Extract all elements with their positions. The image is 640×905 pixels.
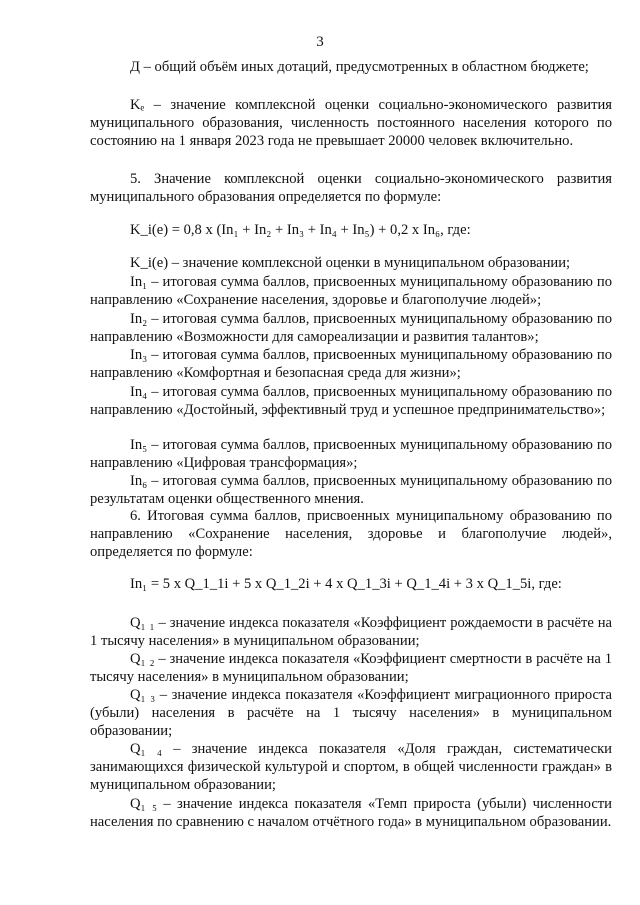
paragraph-q15-definition: Q₁ ₅ – значение индекса показателя «Темп прироста (убыли) численности населения по сравнению с началом отчётного года» в муниципальном образовании. xyxy=(90,796,612,831)
paragraph-q14-definition: Q₁ ₄ – значение индекса показателя «Доля граждан, систематически занимающихся физической культурой и спортом, в общей численности граждан» в муниципальном образовании; xyxy=(90,741,612,794)
paragraph-in1-definition: In₁ – итоговая сумма баллов, присвоенных муниципальному образованию по направлению «Сохранение населения, здоровье и благополучие людей»; xyxy=(90,274,612,309)
paragraph-in6-definition: In₆ – итоговая сумма баллов, присвоенных муниципальному образованию по результатам оценки общественного мнения. xyxy=(90,473,612,508)
paragraph-ki-definition: K_i(e) – значение комплексной оценки в муниципальном образовании; xyxy=(130,255,571,271)
paragraph-q11-definition: Q₁ ₁ – значение индекса показателя «Коэффициент рождаемости в расчёте на 1 тысячу населения» в муниципальном образовании; xyxy=(90,615,612,650)
paragraph-item-5: 5. Значение комплексной оценки социально-экономического развития муниципального образования определяется по формуле: xyxy=(90,171,612,206)
paragraph-q12-definition: Q₁ ₂ – значение индекса показателя «Коэффициент смертности в расчёте на 1 тысячу населения» в муниципальном образовании; xyxy=(90,651,612,686)
paragraph-in5-definition: In₅ – итоговая сумма баллов, присвоенных муниципальному образованию по направлению «Цифровая трансформация»; xyxy=(90,437,612,472)
formula-in1 xyxy=(130,576,562,593)
paragraph-ke-definition: Kₑ – значение комплексной оценки социально-экономического развития муниципального образования, численность постоянного населения которого по состоянию на 1 января 2023 года не превышает 20000 человек включительно. xyxy=(90,97,612,150)
formula-in1-text: In₁ = 5 x Q_1_1i + 5 x Q_1_2i + 4 x Q_1_3i + Q_1_4i + 3 x Q_1_5i, где: xyxy=(130,576,562,592)
paragraph-item-6: 6. Итоговая сумма баллов, присвоенных муниципальному образованию по направлению «Сохранение населения, здоровье и благополучие людей», определяется по формуле: xyxy=(90,508,612,561)
paragraph-in3-definition: In₃ – итоговая сумма баллов, присвоенных муниципальному образованию по направлению «Комфортная и безопасная среда для жизни»; xyxy=(90,347,612,382)
formula-ki xyxy=(130,222,471,239)
page-number: 3 xyxy=(316,34,324,50)
paragraph-q13-definition: Q₁ ₃ – значение индекса показателя «Коэффициент миграционного прироста (убыли) населения в расчёте на 1 тысячу населения» в муниципальном образовании; xyxy=(90,687,612,740)
paragraph-in2-definition: In₂ – итоговая сумма баллов, присвоенных муниципальному образованию по направлению «Возможности для самореализации и развития талантов»; xyxy=(90,311,612,346)
formula-ki-text: K_i(e) = 0,8 x (In₁ + In₂ + In₃ + In₄ + In₅) + 0,2 x In₆, где: xyxy=(130,222,471,238)
paragraph-in4-definition: In₄ – итоговая сумма баллов, присвоенных муниципальному образованию по направлению «Достойный, эффективный труд и успешное предпринимательство»; xyxy=(90,384,612,419)
paragraph-d-definition: Д – общий объём иных дотаций, предусмотренных в областном бюджете; xyxy=(130,59,589,75)
